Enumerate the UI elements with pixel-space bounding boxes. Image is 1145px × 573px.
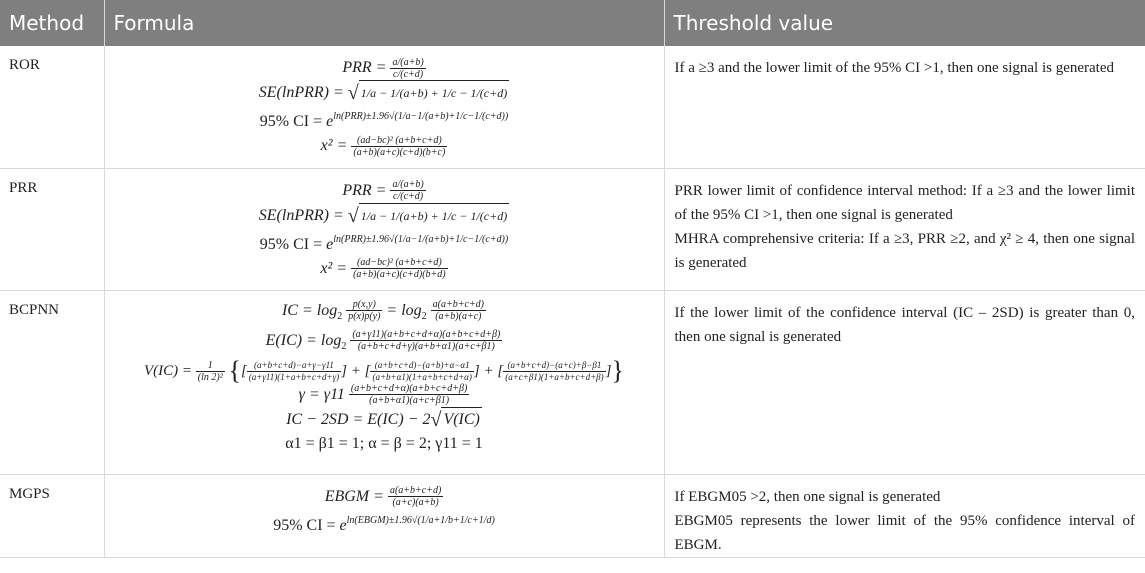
method-cell: PRR [0, 168, 104, 290]
formula-line: PRR = $\frac{a/(a+b)}{c/(c+d)}$ [342, 56, 424, 80]
table-row [0, 474, 1145, 557]
threshold-text: If a ≥3 and the lower limit of the 95% CI >1, then one signal is generated [674, 60, 1114, 76]
formula-line: γ = γ11 $\frac{(a+b+c+d+\alpha)(a+b+c+d+\beta)}{(a+b+\alpha 1)(a+c+\beta 1)}$ [298, 383, 468, 407]
formula-line: $E(IC) = \log_2$ $\frac{(a+\gamma 11)(a+b+c+d+\alpha)(a+b+c+d+\beta)}{(a+b+c+d+\gamma)(a+b+\alpha 1)(a+c+\beta 1)}$ [265, 329, 501, 353]
formula-line: PRR = $\frac{a/(a+b)}{c/(c+d)}$ [342, 179, 424, 203]
header-threshold: Threshold value [664, 0, 1145, 46]
threshold-cell [664, 46, 1145, 168]
threshold-text: If the lower limit of the confidence interval (IC – 2SD) is greater than 0, then one signal is generated [674, 304, 1135, 345]
formula-line: x² = $\frac{\text{(ad−bc)² (a+b+c+d)}}{(a+b)(a+c)(c+d)(b+d)}$ [320, 257, 446, 281]
formula-line: 95% CI = $e^{ln(PRR)\pm 1.96√(1/a-1/(a+b)+1/c-1/(c+d))}$ [259, 233, 509, 253]
formula-line: 95% CI = $e^{ln(PRR)\pm 1.96√(1/a-1/(a+b)+1/c-1/(c+d))}$ [259, 111, 509, 130]
formula-cell [104, 290, 664, 474]
formula-line: SE(lnPRR) = √ 1/a − 1/(a+b) + 1/c − 1/(c+d) [258, 82, 508, 104]
formula-cell [104, 46, 664, 168]
threshold-text: EBGM05 represents the lower limit of the 95% confidence interval of EBGM. [674, 512, 1135, 553]
header-formula: Formula [104, 0, 664, 46]
header-row [0, 0, 1145, 46]
threshold-text: MHRA comprehensive criteria: If a ≥3, PRR ≥2, and χ² ≥ 4, then one signal is generated [674, 230, 1135, 271]
table-row [0, 290, 1145, 474]
formula-line: V(IC) = $\frac{1}{\text{(ln 2)²}}$ {[ $\frac{(a+b+c+d)-a+\gamma-\gamma 11}{(a+\gamma 11)(1+a+b+c+d+\gamma)}$ ] + [ $\frac{(a+b+c+d)-(a+b)+\alpha-\alpha 1}{(a+b+\alpha 1)(1+a+b+c+d+\alpha)}$ ] + [ $\frac{(a+b+c+d)-(a+c)+\beta-\beta 1}{(a+c+\beta 1)(1+a+b+c+d+\beta)}$ ]} [144, 355, 624, 385]
header-method: Method [0, 0, 104, 46]
formula-line: α1 = β1 = 1; α = β = 2; γ11 = 1 [285, 434, 483, 452]
threshold-text: If EBGM05 >2, then one signal is generated [674, 488, 941, 505]
formula-cell [104, 474, 664, 557]
threshold-text: PRR lower limit of confidence interval method: If a ≥3 and the lower limit of the 95% CI >1, then one signal is generated [674, 182, 1135, 223]
threshold-cell [664, 474, 1145, 557]
table-row [0, 46, 1145, 168]
threshold-cell [664, 168, 1145, 290]
formula-line: 95% CI = $e^{ln(EBGM)\pm 1.96√(1/a+1/b+1/c+1/d)}$ [273, 514, 495, 534]
formula-line: x² = $\frac{\text{(ad−bc)² (a+b+c+d)}}{(a+b)(a+c)(c+d)(b+c)}$ [320, 134, 446, 158]
method-cell: BCPNN [0, 290, 104, 474]
threshold-cell [664, 290, 1145, 474]
formula-line: IC − 2SD = E(IC) − 2√ V(IC) [286, 408, 480, 431]
formula-line: SE(lnPRR) = √ 1/a − 1/(a+b) + 1/c − 1/(c+d) [258, 204, 508, 227]
formula-cell [104, 168, 664, 290]
method-cell: ROR [0, 46, 104, 168]
formula-line: EBGM = $\frac{a(a+b+c+d)}{(a+c)(a+b)}$ [324, 485, 442, 509]
method-cell: MGPS [0, 474, 104, 557]
table-row [0, 168, 1145, 290]
formula-line: IC = $\log_2$ $\frac{p(x,y)}{p(x)p(y)}$ = $\log_2$ $\frac{a(a+b+c+d)}{(a+b)(a+c)}$ [281, 299, 485, 323]
